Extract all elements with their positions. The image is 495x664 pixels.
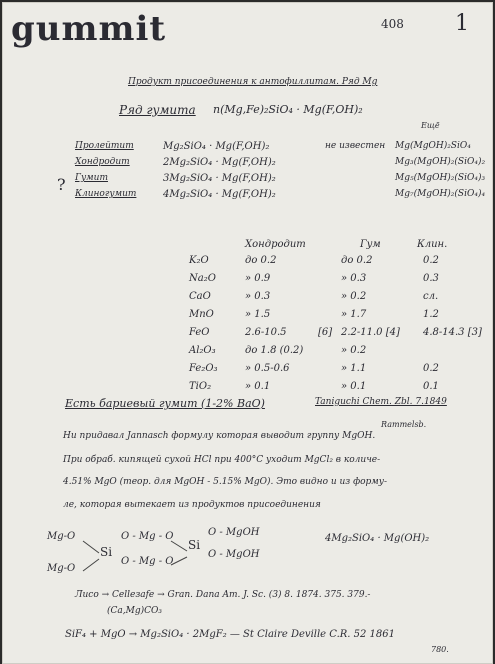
barium-note: Есть бариевый гумит (1-2% BaO) xyxy=(65,397,265,410)
mineral-formula: 2Mg₂SiO₄ · Mg(F,OH)₂ xyxy=(163,157,276,168)
barium-ref: Taniguchi Chem. Zbl. 7.1849 xyxy=(315,397,447,407)
chondrodite-cell: » 0.9 xyxy=(245,273,271,284)
note-line: 4.51% MgO (теор. для MgOH - 5.15% MgO). Это видно и из форму- xyxy=(63,477,388,487)
series-formula: n(Mg,Fe)₂SiO₄ · Mg(F,OH)₂ xyxy=(213,103,363,116)
clino-cell: 0.1 xyxy=(423,381,439,392)
mineral-name: Хондродит xyxy=(75,157,130,167)
oxide-cell: K₂O xyxy=(189,255,209,266)
mineral-name: Пролейтит xyxy=(75,141,134,151)
mineral-formula: 4Mg₂SiO₄ · Mg(F,OH)₂ xyxy=(163,189,276,200)
col-header-chondrodite: Хондродит xyxy=(245,239,306,250)
humite-cell: » 1.7 xyxy=(341,309,367,320)
side-note: Ещё xyxy=(421,121,440,130)
struct-si-2: Si xyxy=(188,538,201,552)
chondrodite-cell: до 0.2 xyxy=(245,255,277,266)
oxide-cell: CaO xyxy=(189,291,211,302)
struct-left-top: Mg-O xyxy=(47,531,76,542)
col-header-humite: Гум xyxy=(360,239,381,250)
chondrodite-cell: » 0.3 xyxy=(245,291,271,302)
page-number: 408 xyxy=(381,17,404,31)
struct-si-1: Si xyxy=(100,545,113,559)
oxide-cell: Na₂O xyxy=(189,273,216,284)
humite-cell: » 0.2 xyxy=(341,291,367,302)
humite-cell: » 0.2 xyxy=(341,345,367,356)
table-row xyxy=(3,273,492,289)
struct-mid-top: O - Mg - O xyxy=(121,531,174,542)
mineral-name: Клиногумит xyxy=(75,189,137,199)
clino-cell: 0.2 xyxy=(423,255,439,266)
question-mark: ? xyxy=(57,175,66,194)
chondrodite-cell: » 0.5-0.6 xyxy=(245,363,290,374)
mineral-note: не известен xyxy=(325,141,386,151)
table-row xyxy=(3,255,492,271)
table-row xyxy=(3,309,492,325)
oxide-cell: TiO₂ xyxy=(189,381,212,392)
mineral-row xyxy=(3,189,492,205)
humite-cell: 2.2-11.0 [4] xyxy=(341,327,400,338)
mineral-structure: Mg₇(MgOH)₂(SiO₄)₄ xyxy=(395,189,486,199)
oxide-cell: MnO xyxy=(189,309,214,320)
struct-mid-bottom: O - Mg - O xyxy=(121,556,174,567)
oxide-cell: Al₂O₃ xyxy=(189,345,216,356)
clino-cell: 1.2 xyxy=(423,309,439,320)
table-row xyxy=(3,327,492,343)
series-label: Ряд гумита xyxy=(119,103,196,117)
chondrodite-cell: » 1.5 xyxy=(245,309,271,320)
mineral-row xyxy=(3,173,492,189)
chondrodite-cell: » 0.1 xyxy=(245,381,271,392)
struct-right-bottom: O - MgOH xyxy=(208,549,260,560)
humite-cell: » 0.1 xyxy=(341,381,367,392)
humite-cell: до 0.2 xyxy=(341,255,373,266)
notebook-page xyxy=(2,2,493,664)
mineral-structure: Mg₅(MgOH)₂(SiO₄)₃ xyxy=(395,173,486,183)
reference-subline: (Ca,Mg)CO₃ xyxy=(107,606,162,616)
reference-line: Лисо → Сelleзafe → Gran. Dana Am. J. Sc. (3) 8. 1874. 375. 379.- xyxy=(75,590,371,600)
reference-page: 780. xyxy=(431,645,449,654)
table-row xyxy=(3,345,492,361)
table-row xyxy=(3,291,492,307)
note-line: При обраб. кипящей сухой HCl при 400°C уходит MgCl₂ в количе- xyxy=(63,455,381,465)
table-header xyxy=(3,239,492,255)
intro-line: Продукт присоединения к антофиллитам. Ряд Mg xyxy=(128,77,378,87)
note-line: ле, которая вытекает из продуктов присоединения xyxy=(63,500,321,510)
note-line: Ни придавал Jannasch формулу которая выводит группу MgOH. xyxy=(63,431,376,441)
mineral-row xyxy=(3,141,492,157)
mineral-structure: Mg(MgOH)₂SiO₄ xyxy=(395,141,471,151)
sheet-number: 1 xyxy=(455,11,469,36)
note-insert: Rammelsb. xyxy=(381,420,427,429)
col-header-clino: Клин. xyxy=(417,239,448,250)
mineral-name: Гумит xyxy=(75,173,108,183)
struct-left-bottom: Mg-O xyxy=(47,563,76,574)
clino-cell: 0.2 xyxy=(423,363,439,374)
reference-line: SiF₄ + MgO → Mg₂SiO₄ · 2MgF₂ — St Claire Deville C.R. 52 1861 xyxy=(65,629,395,640)
struct-right-top: O - MgOH xyxy=(208,527,260,538)
table-row xyxy=(3,363,492,379)
table-row xyxy=(3,381,492,397)
struct-result-formula: 4Mg₂SiO₄ · Mg(OH)₂ xyxy=(325,533,430,544)
mineral-row xyxy=(3,157,492,173)
ref-cell: [6] xyxy=(318,327,333,338)
mineral-formula: 3Mg₂SiO₄ · Mg(F,OH)₂ xyxy=(163,173,276,184)
clino-cell: 4.8-14.3 [3] xyxy=(423,327,482,338)
humite-cell: » 1.1 xyxy=(341,363,367,374)
mineral-structure: Mg₃(MgOH)₂(SiO₄)₂ xyxy=(395,157,486,167)
clino-cell: сл. xyxy=(423,291,439,302)
page-title: gummit xyxy=(11,9,167,49)
chondrodite-cell: 2.6-10.5 xyxy=(245,327,287,338)
oxide-cell: Fe₂O₃ xyxy=(189,363,218,374)
humite-cell: » 0.3 xyxy=(341,273,367,284)
chondrodite-cell: до 1.8 (0.2) xyxy=(245,345,304,356)
mineral-formula: Mg₂SiO₄ · Mg(F,OH)₂ xyxy=(163,141,270,152)
clino-cell: 0.3 xyxy=(423,273,439,284)
oxide-cell: FeO xyxy=(189,327,210,338)
